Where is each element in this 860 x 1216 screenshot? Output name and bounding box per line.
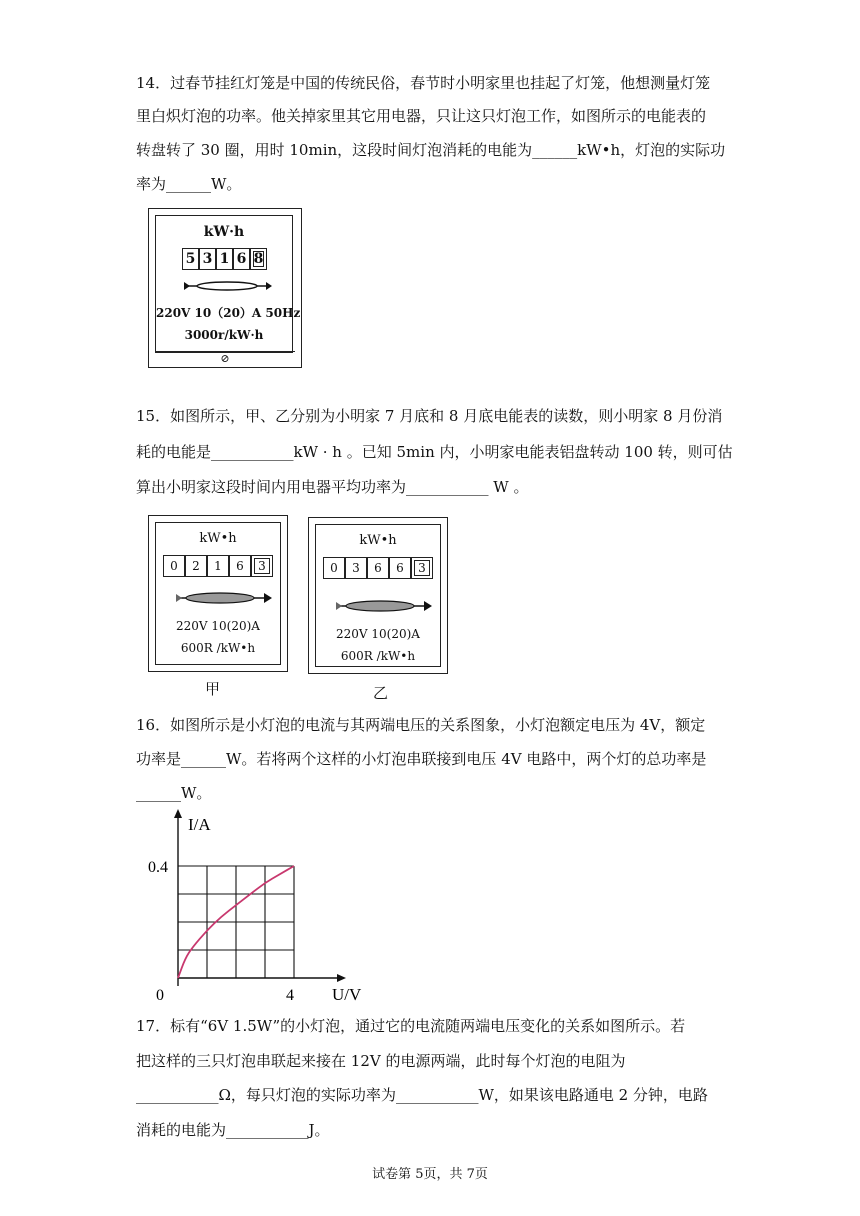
iu-chart (140, 808, 380, 1008)
meter-spec: 220V 10（20）A 50Hz (156, 306, 301, 320)
terminal-symbol: ⊘ (220, 352, 230, 365)
y-axis-arrow (174, 809, 182, 818)
q14-line-1: 14．过春节挂红灯笼是中国的传统民俗，春节时小明家里也挂起了灯笼，他想测量灯笼 (136, 74, 711, 92)
q17-line-1: 17．标有“6V 1.5W”的小灯泡，通过它的电流随两端电压变化的关系如图所示。若 (136, 1017, 686, 1035)
meter-digit: 3 (345, 557, 367, 579)
meter-yi-digits (323, 557, 433, 579)
page-footer: 试卷第 5页，共 7页 (372, 1167, 488, 1182)
q15-line-3: 算出小明家这段时间内用电器平均功率为___________ W 。 (136, 478, 529, 496)
meter-digit: 5 (182, 248, 199, 270)
meter-face (155, 215, 301, 353)
meter-jia (148, 515, 288, 672)
y-axis-label: I/A (188, 815, 211, 834)
meter-jia-digits (163, 555, 273, 577)
q16-line-1: 16．如图所示是小灯泡的电流与其两端电压的关系图象，小灯泡额定电压为 4V，额定 (136, 716, 706, 734)
meter-digit: 0 (163, 555, 185, 577)
q16-line-2: 功率是______W。若将两个这样的小灯泡串联接到电压 4V 电路中，两个灯的总功率是 (136, 750, 707, 768)
meter-digit: 3 (199, 248, 216, 270)
x-tick-label: 4 (286, 987, 294, 1004)
meter-digits (182, 248, 267, 270)
meter-digit: 6 (233, 248, 250, 270)
x-axis-label: U/V (332, 985, 362, 1004)
meter-digit: 6 (229, 555, 251, 577)
q15-line-1: 15．如图所示，甲、乙分别为小明家 7 月底和 8 月底电能表的读数，则小明家 8 月份消 (136, 407, 723, 425)
meter-unit: kW·h (203, 224, 245, 240)
meter-digit: 1 (216, 248, 233, 270)
meter-digit-last: 3 (411, 557, 433, 579)
q15-line-2: 耗的电能是___________kW · h 。已知 5min 内，小明家电能表铝盘转动 100 转，则可估 (136, 443, 733, 461)
q14-line-4: 率为______W。 (136, 175, 242, 193)
q14-line-2: 里白炽灯泡的功率。他关掉家里其它用电器，只让这只灯泡工作，如图所示的电能表的 (136, 107, 707, 125)
q17-line-3: ___________Ω，每只灯泡的实际功率为___________W，如果该电路通电 2 分钟，电路 (136, 1086, 708, 1104)
caption-jia: 甲 (205, 680, 221, 698)
meter-digit: 0 (323, 557, 345, 579)
meter-yi-face (315, 524, 441, 667)
rotor-disc-icon (332, 597, 432, 615)
meter-yi-rate: 600R /kW•h (340, 649, 416, 663)
q16-line-3: ______W。 (136, 784, 212, 802)
origin-label: 0 (156, 987, 164, 1004)
meter-digit: 1 (207, 555, 229, 577)
meter-digit-last: 8 (250, 248, 267, 270)
x-axis-arrow (337, 974, 346, 982)
meter-jia-face (155, 522, 281, 665)
meter-digit-last: 3 (251, 555, 273, 577)
meter-jia-rate: 600R /kW•h (180, 641, 256, 655)
q17-line-2: 把这样的三只灯泡串联起来接在 12V 的电源两端，此时每个灯泡的电阻为 (136, 1052, 626, 1070)
meter-yi-unit: kW•h (359, 533, 397, 548)
meter-jia-unit: kW•h (199, 531, 237, 546)
q14-line-3: 转盘转了 30 圈，用时 10min，这段时间灯泡消耗的电能为______kW•h，灯泡的实际功 (136, 141, 726, 159)
q17-line-4: 消耗的电能为___________J。 (136, 1121, 330, 1139)
meter-yi-spec: 220V 10(20)A (336, 627, 420, 641)
meter-terminal (155, 351, 295, 366)
meter-digit: 2 (185, 555, 207, 577)
meter-digit: 6 (367, 557, 389, 579)
y-tick-label: 0.4 (148, 859, 168, 876)
rotor-disc-icon (182, 278, 272, 294)
caption-yi: 乙 (373, 684, 389, 702)
meter-digit: 6 (389, 557, 411, 579)
meter-yi (308, 517, 448, 674)
chart-grid (178, 866, 294, 978)
rotor-disc-icon (172, 589, 272, 607)
meter-rate: 3000r/kW·h (184, 328, 264, 342)
meter-jia-spec: 220V 10(20)A (176, 619, 260, 633)
energy-meter-figure (148, 208, 302, 368)
